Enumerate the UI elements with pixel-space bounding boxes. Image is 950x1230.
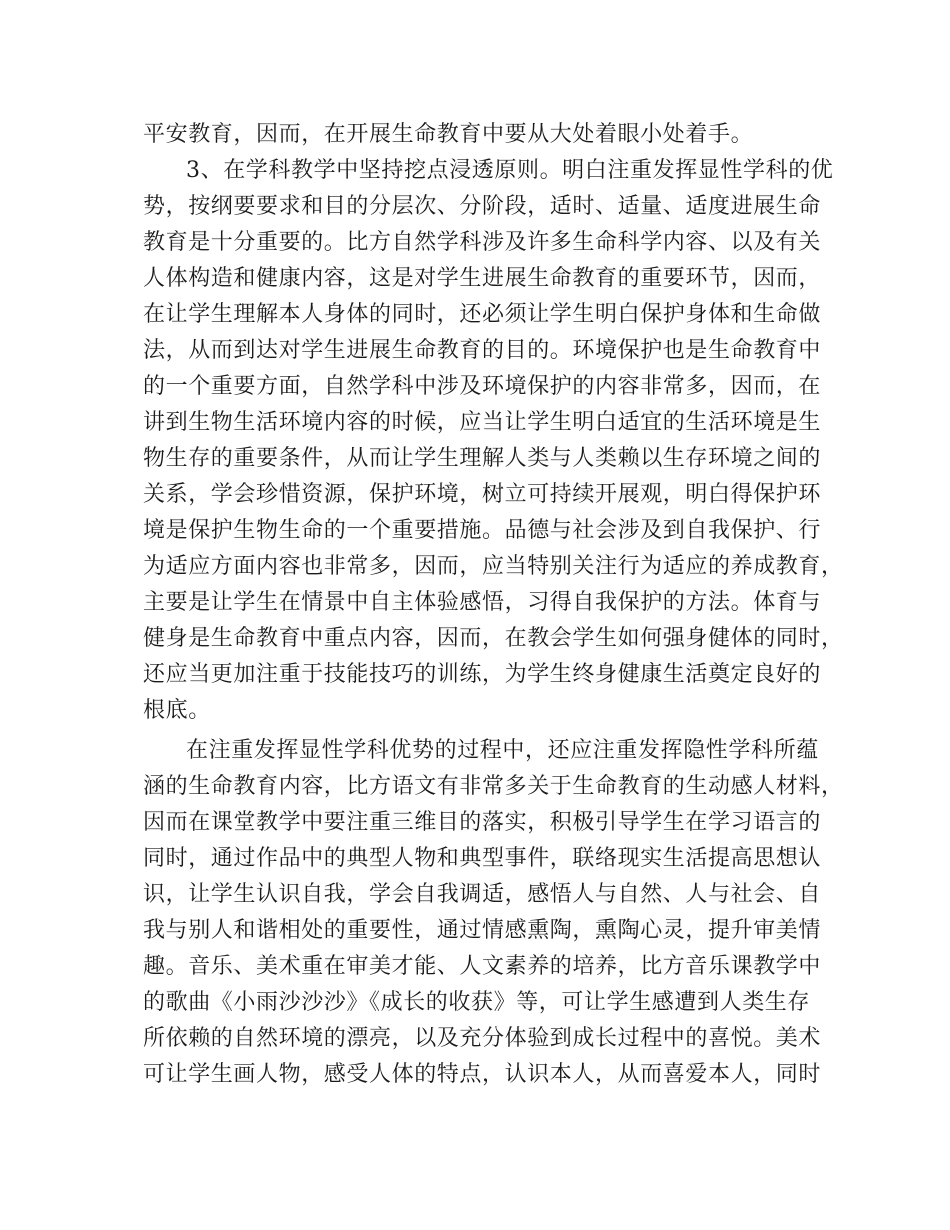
text-line: 为适应方面内容也非常多，因而，应当特别关注行为适应的养成教育， bbox=[143, 554, 844, 579]
text-line: 因而在课堂教学中要注重三维目的落实，积极引导学生在学习语言的 bbox=[143, 810, 822, 835]
text-line: 物生存的重要条件，从而让学生理解人类与人类赖以生存环境之间的 bbox=[143, 446, 822, 471]
text-line: 在让学生理解本人身体的同时，还必须让学生明白保护身体和生命做 bbox=[143, 302, 822, 327]
paragraph-start-line: 3、在学科教学中坚持挖点浸透原则。明白注重发挥显性学科的优 bbox=[186, 158, 834, 183]
text-line: 主要是让学生在情景中自主体验感悟，习得自我保护的方法。体育与 bbox=[143, 590, 822, 615]
text-line: 根底。 bbox=[143, 698, 211, 723]
text-line: 关系，学会珍惜资源，保护环境，树立可持续开展观，明白得保护环 bbox=[143, 482, 822, 507]
text-line: 可让学生画人物，感受人体的特点，认识本人，从而喜爱本人，同时 bbox=[143, 1062, 822, 1087]
text-line: 涵的生命教育内容，比方语文有非常多关于生命教育的生动感人材料， bbox=[143, 774, 844, 799]
text-line: 教育是十分重要的。比方自然学科涉及许多生命科学内容、以及有关 bbox=[143, 230, 822, 255]
text-line: 境是保护生物生命的一个重要措施。品德与社会涉及到自我保护、行 bbox=[143, 518, 822, 543]
text-line: 同时，通过作品中的典型人物和典型事件，联络现实生活提高思想认 bbox=[143, 846, 822, 871]
text-line: 所依赖的自然环境的漂亮，以及充分体验到成长过程中的喜悦。美术 bbox=[143, 1026, 822, 1051]
text-line: 人体构造和健康内容，这是对学生进展生命教育的重要环节，因而， bbox=[143, 266, 822, 291]
text-line: 趣。音乐、美术重在审美才能、人文素养的培养，比方音乐课教学中 bbox=[143, 954, 822, 979]
text-line: 我与别人和谐相处的重要性，通过情感熏陶，熏陶心灵，提升审美情 bbox=[143, 918, 822, 943]
text-line: 势，按纲要要求和目的分层次、分阶段，适时、适量、适度进展生命 bbox=[143, 194, 822, 219]
text-line: 健身是生命教育中重点内容，因而，在教会学生如何强身健体的同时， bbox=[143, 626, 844, 651]
text-line: 讲到生物生活环境内容的时候，应当让学生明白适宜的生活环境是生 bbox=[143, 410, 822, 435]
text-line: 法，从而到达对学生进展生命教育的目的。环境保护也是生命教育中 bbox=[143, 338, 822, 363]
paragraph-start-line: 在注重发挥显性学科优势的过程中，还应注重发挥隐性学科所蕴 bbox=[186, 738, 819, 763]
text-line: 识，让学生认识自我，学会自我调适，感悟人与自然、人与社会、自 bbox=[143, 882, 822, 907]
text-line: 的一个重要方面，自然学科中涉及环境保护的内容非常多，因而，在 bbox=[143, 374, 822, 399]
text-line: 还应当更加注重于技能技巧的训练，为学生终身健康生活奠定良好的 bbox=[143, 662, 822, 687]
text-line: 的歌曲《小雨沙沙沙》《成长的收获》等，可让学生感遭到人类生存 bbox=[143, 990, 811, 1015]
text-line: 平安教育，因而，在开展生命教育中要从大处着眼小处着手。 bbox=[143, 122, 754, 147]
